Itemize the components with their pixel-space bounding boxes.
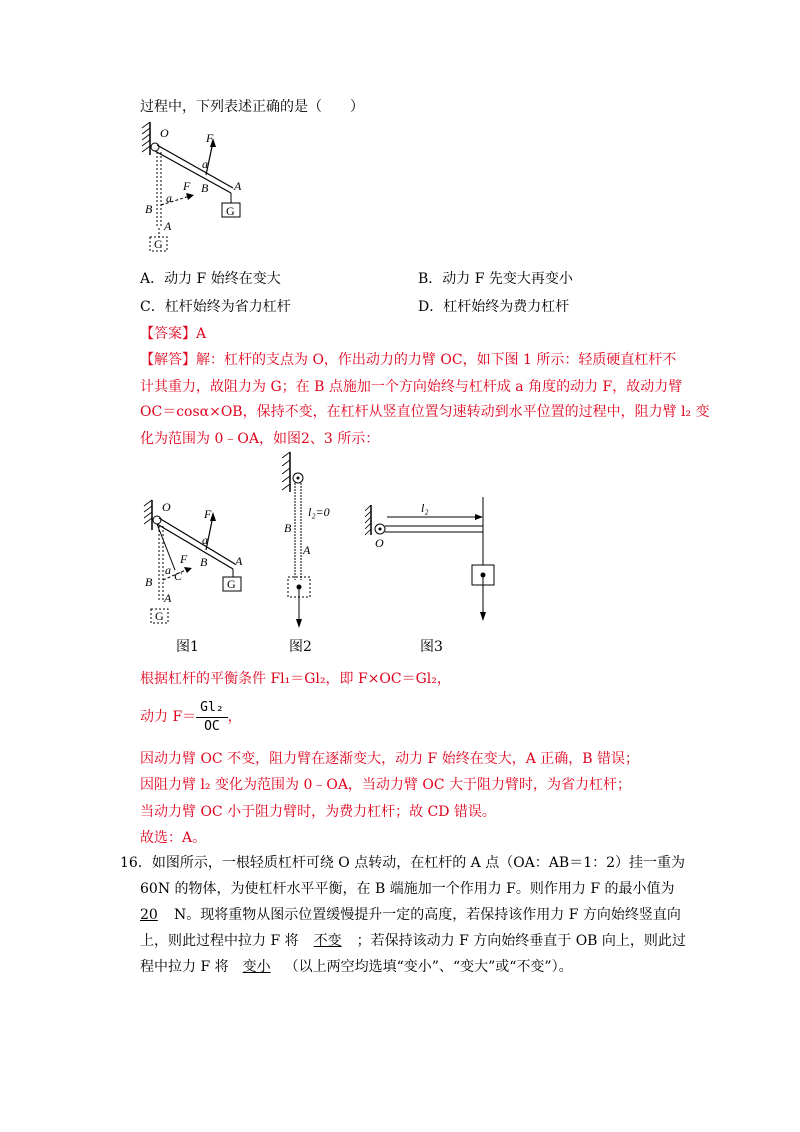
fig1-label-F: F xyxy=(204,507,212,521)
figure-2 xyxy=(278,450,348,630)
q16-line-2: 60N 的物体，为使杠杆水平平衡，在 B 端施加一个作用力 F。则作用力 F 的最小值为 xyxy=(140,881,675,897)
q16-blank-1: 20 xyxy=(140,907,158,923)
q16-line-3-rest: N。现将重物从图示位置缓慢提升一定的高度，若保持该作用力 F 方向始终竖直向 xyxy=(174,907,681,923)
fig1-label-O: O xyxy=(162,500,171,514)
balance-line: 根据杠杆的平衡条件 Fl₁＝Gl₂，即 F×OC＝Gl₂， xyxy=(140,671,451,687)
fig1-label-A: A xyxy=(235,554,243,568)
fig1-label-A-dashed: A xyxy=(164,591,172,605)
label-G-dashed: G xyxy=(154,237,163,251)
fig2-label-A: A xyxy=(303,543,311,557)
fig1-label-F-dashed: F xyxy=(180,552,188,566)
formula-suffix: ， xyxy=(227,709,242,725)
fig2-caption: 图2 xyxy=(289,639,312,655)
option-b: B．动力 F 先变大再变小 xyxy=(418,271,573,287)
fig3-label-O: O xyxy=(375,536,384,550)
answer: 【答案】A xyxy=(140,326,207,342)
q16-line-5-pre: 程中拉力 F 将 xyxy=(140,959,229,975)
question-stem-tail: 过程中，下列表述正确的是（ ） xyxy=(140,99,364,115)
lever-figure xyxy=(138,120,258,255)
formula-line xyxy=(140,694,242,740)
q16-line-3 xyxy=(140,904,681,924)
figure-1 xyxy=(140,498,250,628)
fig1-label-C: C xyxy=(174,569,183,583)
q16-line-4 xyxy=(140,930,686,950)
fig1-label-G: G xyxy=(227,577,236,591)
q16-line-1: 16．如图所示，一根轻质杠杆可绕 O 点转动，在杠杆的 A 点（OA：AB＝1：2）挂一重为 xyxy=(120,855,686,871)
fig1-label-B: B xyxy=(200,555,208,569)
conclusion-line-3: 当动力臂 OC 小于阻力臂时，为费力杠杆；故 CD 错误。 xyxy=(140,804,496,820)
label-A-dashed: A xyxy=(164,219,172,233)
choice-line: 故选：A。 xyxy=(140,830,207,846)
fig2-label-B: B xyxy=(284,521,292,535)
label-F-dashed: F xyxy=(183,179,191,193)
formula-numerator: Gl₂ xyxy=(196,699,227,718)
fig1-label-B-dashed: B xyxy=(145,575,153,589)
q16-line-4-pre: 上，则此过程中拉力 F 将 xyxy=(140,933,299,949)
conclusion-line-2: 因阻力臂 l₂ 变化为范围为 0﹣OA，当动力臂 OC 大于阻力臂时，为省力杠杆； xyxy=(140,777,632,793)
label-a-dashed: a xyxy=(166,191,172,205)
label-F: F xyxy=(206,131,214,145)
label-B-dashed: B xyxy=(145,202,153,216)
fig1-label-a-dashed: a xyxy=(165,563,171,577)
fig3-label-l2: l₂ xyxy=(421,501,429,515)
option-c: C．杠杆始终为省力杠杆 xyxy=(140,299,291,315)
option-d: D．杠杆始终为费力杠杆 xyxy=(418,299,570,315)
figure-3 xyxy=(365,495,500,630)
label-B: B xyxy=(201,181,209,195)
q16-blank-3: 变小 xyxy=(242,959,271,975)
fig1-label-G-dashed: G xyxy=(155,609,164,623)
formula-fraction xyxy=(196,699,227,736)
analysis-line-2: 计其重力，故阻力为 G；在 B 点施加一个方向始终与杠杆成 a 角度的动力 F，故动力臂 xyxy=(140,379,683,395)
fig2-label-l2: l₂=0 xyxy=(308,505,330,519)
label-a: a xyxy=(202,157,208,171)
fig1-label-a: a xyxy=(202,533,208,547)
formula-denominator: OC xyxy=(204,718,220,734)
q16-line-5-post: （以上两空均选填“变小”、“变大”或“不变”）。 xyxy=(284,959,573,975)
fig1-caption: 图1 xyxy=(176,639,199,655)
analysis-line-1: 【解答】解：杠杆的支点为 O，作出动力的力臂 OC，如下图 1 所示：轻质硬直杠杆不 xyxy=(140,352,677,368)
analysis-line-3: OC＝cosα×OB，保持不变，在杠杆从竖直位置匀速转动到水平位置的过程中，阻力臂 l₂ 变 xyxy=(140,404,710,420)
q16-line-5 xyxy=(140,956,573,976)
formula-prefix: 动力 F＝ xyxy=(140,709,197,725)
q16-line-4-post: ；若保持该动力 F 方向始终垂直于 OB 向上，则此过 xyxy=(356,933,686,949)
conclusion-line-1: 因动力臂 OC 不变，阻力臂在逐渐变大，动力 F 始终在变大，A 正确，B 错误； xyxy=(140,751,640,767)
option-a: A．动力 F 始终在变大 xyxy=(140,271,281,287)
label-A: A xyxy=(234,179,242,193)
label-O: O xyxy=(160,126,169,140)
label-G: G xyxy=(226,204,235,218)
q16-blank-2: 不变 xyxy=(313,933,342,949)
fig3-caption: 图3 xyxy=(420,639,443,655)
analysis-line-4: 化为范围为 0﹣OA，如图2、3 所示： xyxy=(140,431,380,447)
